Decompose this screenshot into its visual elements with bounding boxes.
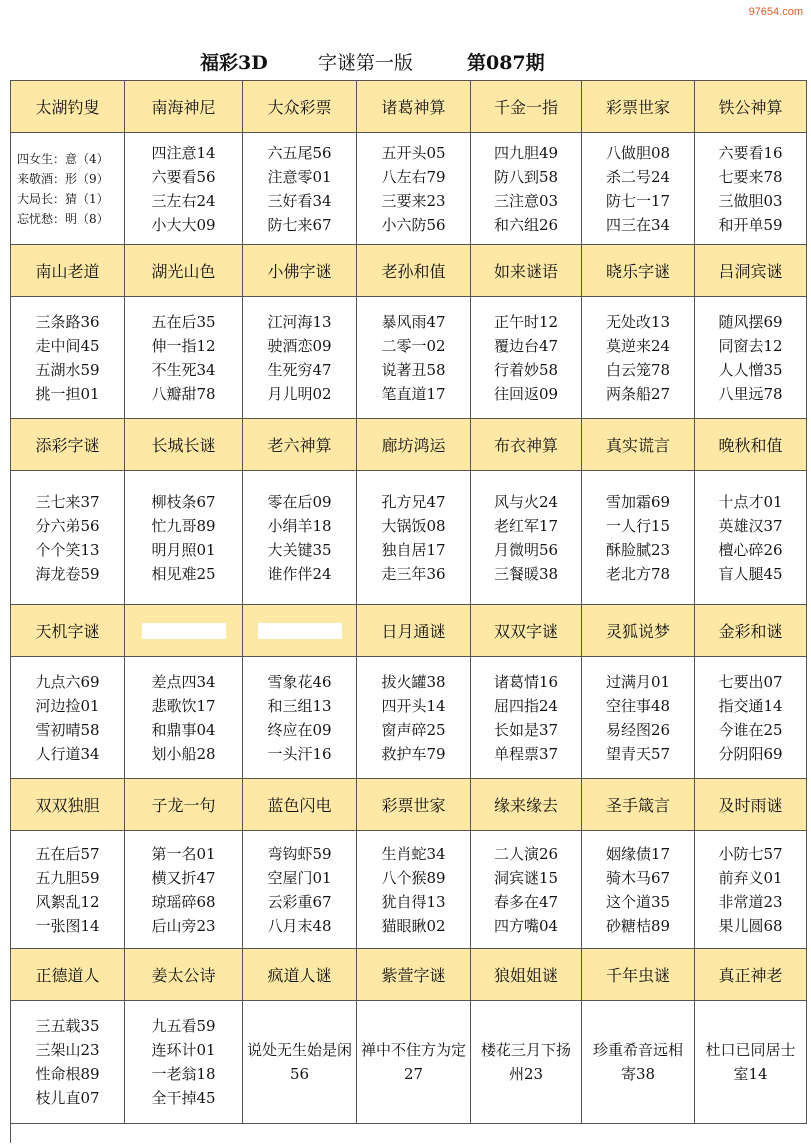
prediction-line: 三好看34	[267, 191, 332, 210]
prediction-line: 八做胆08	[605, 143, 671, 162]
source-title-cell	[125, 605, 243, 657]
prediction-cell	[11, 831, 125, 949]
prediction-line: 月微明56	[493, 540, 559, 559]
prediction-cell	[11, 133, 125, 245]
prediction-cell	[695, 471, 807, 605]
prediction-line: 望青天57	[605, 744, 671, 763]
source-title-cell	[357, 245, 471, 297]
prediction-line: 救护车79	[381, 744, 446, 763]
prediction-line: 挑一担01	[35, 384, 100, 403]
watermark: 97654.com	[748, 6, 803, 18]
source-title: 老六神算	[267, 436, 332, 455]
source-title-cell	[11, 605, 125, 657]
source-title: 紫萱字谜	[381, 966, 446, 985]
prediction-line: 九五看59	[151, 1017, 216, 1035]
prediction-line: 三要来23	[381, 191, 446, 210]
prediction-cell	[11, 471, 125, 605]
prediction-line: 檀心碎26	[718, 540, 783, 559]
source-title: 日月通谜	[381, 622, 446, 641]
source-title-cell	[357, 779, 471, 831]
prediction-line: 弯钩虾59	[267, 844, 332, 863]
prediction-cell	[243, 1001, 357, 1124]
prediction-line: 二零一02	[381, 336, 446, 355]
prediction-line: 大关键35	[267, 540, 332, 559]
prediction-cell	[695, 133, 807, 245]
prediction-line: 单程票37	[493, 744, 559, 763]
prediction-line: 今谁在25	[718, 720, 783, 739]
source-title: 子龙一句	[151, 796, 216, 815]
source-title: 太湖钓叟	[35, 98, 100, 117]
prediction-line: 骑木马67	[605, 868, 671, 887]
prediction-line: 五在后35	[151, 312, 216, 331]
prediction-line: 谁作伴24	[267, 564, 332, 583]
prediction-line: 覆边台47	[493, 336, 559, 355]
prediction-line: 八左右79	[381, 167, 446, 186]
header-issue: 第087期	[467, 52, 545, 74]
prediction-line: 独自居17	[381, 540, 446, 559]
prediction-line: 忘忧愁：明（8）	[17, 211, 109, 226]
source-title: 真正神老	[718, 966, 783, 985]
prediction-line: 无处改13	[605, 312, 671, 331]
prediction-line: 海龙卷59	[35, 564, 100, 583]
source-title: 真实谎言	[605, 436, 670, 455]
prediction-line: 走中间45	[35, 336, 100, 355]
prediction-line: 七要来78	[718, 167, 783, 186]
source-title-cell	[125, 949, 243, 1001]
source-title-cell	[695, 779, 807, 831]
source-title-cell	[11, 81, 125, 133]
prediction-cell	[582, 471, 695, 605]
source-title-cell	[471, 81, 582, 133]
prediction-line: 珍重希音远相寄38	[592, 1041, 683, 1083]
prediction-line: 月儿明02	[267, 384, 332, 403]
source-title-cell	[695, 949, 807, 1001]
prediction-line: 八里远78	[718, 384, 783, 403]
prediction-line: 三餐暖38	[493, 564, 559, 583]
prediction-line: 这个道35	[605, 892, 671, 911]
prediction-line: 防七一17	[605, 191, 671, 210]
source-title: 大众彩票	[267, 98, 332, 117]
prediction-cell	[582, 831, 695, 949]
prediction-line: 雪加霜69	[605, 492, 671, 511]
source-title-cell	[471, 949, 582, 1001]
source-title: 廊坊鸿运	[381, 436, 446, 455]
source-title: 彩票世家	[381, 796, 446, 815]
prediction-line: 说著丑58	[381, 360, 446, 379]
prediction-line: 一张图14	[35, 916, 100, 935]
prediction-line: 长如是37	[493, 720, 559, 739]
prediction-line: 不生死34	[151, 360, 216, 379]
prediction-line: 空屋门01	[267, 868, 332, 887]
source-title-cell	[582, 245, 695, 297]
prediction-cell	[357, 297, 471, 419]
source-title-cell	[11, 779, 125, 831]
prediction-line: 风与火24	[493, 492, 559, 511]
prediction-cell	[471, 297, 582, 419]
source-title: 如来谜语	[493, 262, 558, 281]
source-title: 湖光山色	[151, 262, 216, 281]
source-title-cell	[243, 245, 357, 297]
prediction-line: 八瓣甜78	[151, 384, 216, 403]
source-title: 天机字谜	[35, 622, 100, 641]
source-title-cell	[695, 245, 807, 297]
prediction-line: 悲歌饮17	[151, 696, 216, 715]
source-title: 吕洞宾谜	[718, 262, 783, 281]
source-title-cell	[471, 605, 582, 657]
prediction-line: 过满月01	[605, 672, 671, 691]
prediction-cell	[125, 657, 243, 779]
source-title: 添彩字谜	[35, 436, 100, 455]
prediction-cell	[357, 657, 471, 779]
prediction-line: 三架山23	[35, 1041, 100, 1059]
prediction-line: 和鼎事04	[151, 720, 216, 739]
prediction-line: 白云笼78	[605, 360, 671, 379]
source-title-cell	[357, 419, 471, 471]
source-title-cell	[582, 949, 695, 1001]
prediction-line: 相见难25	[151, 564, 216, 583]
prediction-cell	[125, 297, 243, 419]
redacted-title	[142, 623, 226, 639]
prediction-cell	[582, 133, 695, 245]
prediction-line: 三注意03	[493, 191, 559, 210]
prediction-line: 横又折47	[151, 868, 216, 887]
source-title-cell	[125, 81, 243, 133]
prediction-cell	[695, 1001, 807, 1124]
prediction-line: 非常道23	[718, 892, 783, 911]
prediction-line: 雪初晴58	[35, 720, 100, 739]
source-title: 长城长谜	[151, 436, 216, 455]
source-title: 铁公神算	[718, 98, 783, 117]
prediction-line: 拔火罐38	[381, 672, 446, 691]
source-title: 彩票世家	[605, 98, 670, 117]
prediction-line: 后山旁23	[151, 916, 216, 935]
prediction-line: 四三在34	[605, 215, 671, 234]
prediction-line: 往回返09	[493, 384, 559, 403]
prediction-line: 性命根89	[35, 1065, 100, 1083]
prediction-line: 琼瑶碎68	[151, 892, 216, 911]
source-title: 晚秋和值	[718, 436, 783, 455]
prediction-line: 四九胆49	[493, 143, 559, 162]
prediction-line: 来敬酒：形（9）	[17, 171, 109, 186]
prediction-line: 河边捡01	[35, 696, 100, 715]
header-edition: 字谜第一版	[318, 52, 414, 74]
source-title-cell	[695, 419, 807, 471]
prediction-line: 盲人腿45	[718, 564, 783, 583]
source-title-cell	[471, 419, 582, 471]
prediction-line: 三左右24	[151, 191, 216, 210]
source-title: 南海神尼	[151, 98, 216, 117]
source-title-cell	[695, 605, 807, 657]
prediction-cell	[582, 1001, 695, 1124]
source-title-cell	[11, 949, 125, 1001]
page-header	[0, 44, 811, 74]
prediction-line: 划小船28	[151, 744, 216, 763]
prediction-cell	[471, 1001, 582, 1124]
prediction-line: 全干掉45	[151, 1089, 216, 1107]
prediction-line: 正午时12	[493, 312, 559, 331]
prediction-line: 屈四指24	[493, 696, 559, 715]
prediction-line: 小绢羊18	[267, 516, 332, 535]
prediction-line: 一老翁18	[151, 1065, 216, 1083]
prediction-cell	[11, 657, 125, 779]
prediction-line: 大局长：猜（1）	[17, 191, 109, 206]
prediction-line: 三做胆03	[718, 191, 783, 210]
prediction-line: 人行道34	[35, 744, 100, 763]
prediction-cell	[125, 133, 243, 245]
source-title-cell	[243, 81, 357, 133]
source-title: 金彩和谜	[718, 622, 783, 641]
source-title-cell	[471, 245, 582, 297]
prediction-line: 八个猴89	[381, 868, 446, 887]
source-title-cell	[582, 605, 695, 657]
prediction-line: 莫逆来24	[605, 336, 671, 355]
prediction-line: 笔直道17	[381, 384, 446, 403]
prediction-cell	[243, 297, 357, 419]
source-title: 老孙和值	[381, 262, 446, 281]
prediction-cell	[471, 657, 582, 779]
prediction-line: 连环计01	[151, 1041, 216, 1059]
prediction-line: 春多在47	[493, 892, 559, 911]
prediction-cell	[695, 657, 807, 779]
source-title-cell	[357, 605, 471, 657]
prediction-line: 大锅饭08	[381, 516, 446, 535]
prediction-line: 小大大09	[151, 215, 216, 234]
prediction-line: 随风摆69	[718, 312, 783, 331]
prediction-line: 空往事48	[605, 696, 671, 715]
prediction-line: 楼花三月下扬州23	[480, 1041, 571, 1083]
prediction-line: 同窗去12	[718, 336, 783, 355]
source-title: 双双字谜	[493, 622, 558, 641]
prediction-line: 诸葛情16	[493, 672, 559, 691]
prediction-line: 柳枝条67	[151, 492, 216, 511]
prediction-line: 两条船27	[605, 384, 671, 403]
prediction-line: 六要看56	[151, 167, 216, 186]
prediction-line: 窗声碎25	[381, 720, 446, 739]
prediction-line: 个个笑13	[35, 540, 100, 559]
prediction-line: 第一名01	[151, 844, 216, 863]
prediction-cell	[125, 471, 243, 605]
prediction-line: 防八到58	[493, 167, 559, 186]
prediction-cell	[582, 657, 695, 779]
prediction-line: 雪象花46	[267, 672, 332, 691]
prediction-cell	[243, 657, 357, 779]
prediction-line: 三七来37	[35, 492, 100, 511]
prediction-line: 小防七57	[718, 844, 783, 863]
prediction-line: 五湖水59	[35, 360, 100, 379]
prediction-line: 果儿圆68	[718, 916, 783, 935]
prediction-cell	[357, 133, 471, 245]
source-title-cell	[11, 245, 125, 297]
prediction-line: 犹自得13	[381, 892, 446, 911]
prediction-line: 杀二号24	[605, 167, 671, 186]
prediction-line: 十点才01	[718, 492, 783, 511]
prediction-line: 九点六69	[35, 672, 100, 691]
prediction-line: 易经图26	[605, 720, 671, 739]
prediction-line: 终应在09	[267, 720, 332, 739]
prediction-line: 小六防56	[381, 215, 446, 234]
source-title: 小佛字谜	[267, 262, 332, 281]
prediction-line: 六要看16	[718, 143, 783, 162]
prediction-line: 二人演26	[493, 844, 559, 863]
prediction-line: 杜口已同居士室14	[705, 1041, 796, 1083]
source-title: 双双独胆	[35, 796, 100, 815]
prediction-line: 和六组26	[493, 215, 559, 234]
prediction-line: 人人憎35	[718, 360, 783, 379]
prediction-cell	[471, 831, 582, 949]
prediction-line: 明月照01	[151, 540, 216, 559]
prediction-line: 四方嘴04	[493, 916, 559, 935]
prediction-cell	[471, 133, 582, 245]
prediction-cell	[357, 1001, 471, 1124]
prediction-line: 和开单59	[718, 215, 783, 234]
prediction-line: 一人行15	[605, 516, 671, 535]
source-title-cell	[471, 779, 582, 831]
prediction-line: 猫眼瞅02	[381, 916, 446, 935]
source-title: 千金一指	[493, 98, 558, 117]
prediction-line: 一头汗16	[267, 744, 332, 763]
prediction-line: 五九胆59	[35, 868, 100, 887]
prediction-line: 六五尾56	[267, 143, 332, 162]
redacted-title	[258, 623, 342, 639]
prediction-cell	[243, 471, 357, 605]
prediction-line: 七要出07	[718, 672, 783, 691]
source-title: 千年虫谜	[605, 966, 670, 985]
prediction-line: 五开头05	[381, 143, 446, 162]
prediction-cell	[695, 297, 807, 419]
prediction-line: 分六弟56	[35, 516, 100, 535]
prediction-line: 洞宾谜15	[493, 868, 559, 887]
prediction-line: 枝儿直07	[35, 1089, 100, 1107]
source-title: 疯道人谜	[267, 966, 332, 985]
source-title: 晓乐字谜	[605, 262, 670, 281]
source-title-cell	[357, 949, 471, 1001]
prediction-line: 防七来67	[267, 215, 332, 234]
prediction-cell	[471, 471, 582, 605]
prediction-line: 酥脸腻23	[605, 540, 671, 559]
prediction-line: 云彩重67	[267, 892, 332, 911]
prediction-cell	[243, 831, 357, 949]
source-title-cell	[582, 779, 695, 831]
prediction-line: 老北方78	[605, 564, 671, 583]
source-title-cell	[582, 81, 695, 133]
source-title: 诸葛神算	[381, 98, 446, 117]
prediction-line: 姻缘债17	[605, 844, 671, 863]
prediction-line: 砂糖桔89	[605, 916, 671, 935]
source-title-cell	[243, 949, 357, 1001]
prediction-cell	[125, 831, 243, 949]
source-title-cell	[695, 81, 807, 133]
source-title-cell	[243, 419, 357, 471]
prediction-cell	[125, 1001, 243, 1124]
prediction-line: 行着妙58	[493, 360, 559, 379]
prediction-line: 三条路36	[35, 312, 100, 331]
prediction-line: 风絮乱12	[35, 892, 100, 911]
prediction-cell	[11, 1001, 125, 1124]
prediction-line: 差点四34	[151, 672, 216, 691]
source-title: 灵狐说梦	[605, 622, 670, 641]
prediction-line: 四开头14	[381, 696, 446, 715]
prediction-line: 老红军17	[493, 516, 559, 535]
source-title: 圣手箴言	[605, 796, 670, 815]
source-title: 姜太公诗	[151, 966, 216, 985]
source-title: 缘来缘去	[493, 796, 558, 815]
source-title-cell	[125, 419, 243, 471]
prediction-line: 零在后09	[267, 492, 332, 511]
prediction-line: 四女生：意（4）	[17, 151, 109, 166]
source-title: 正德道人	[35, 966, 100, 985]
prediction-line: 暴风雨47	[381, 312, 446, 331]
source-title: 蓝色闪电	[267, 796, 332, 815]
prediction-line: 孔方兄47	[381, 492, 446, 511]
prediction-cell	[357, 471, 471, 605]
prediction-line: 前弃义01	[718, 868, 783, 887]
prediction-line: 注意零01	[267, 167, 332, 186]
prediction-line: 生肖蛇34	[381, 844, 446, 863]
prediction-line: 走三年36	[381, 564, 446, 583]
prediction-line: 驶酒恋09	[267, 336, 332, 355]
source-title-cell	[243, 779, 357, 831]
prediction-cell	[582, 297, 695, 419]
prediction-line: 英雄汉37	[718, 516, 783, 535]
header-title: 福彩3D	[200, 52, 268, 74]
prediction-line: 五在后57	[35, 844, 100, 863]
source-title: 狼姐姐谜	[493, 966, 558, 985]
source-title-cell	[125, 245, 243, 297]
source-title-cell	[357, 81, 471, 133]
prediction-line: 伸一指12	[151, 336, 216, 355]
prediction-cell	[357, 831, 471, 949]
prediction-line: 八月末48	[267, 916, 332, 935]
prediction-line: 和三组13	[267, 696, 332, 715]
source-title-cell	[11, 419, 125, 471]
prediction-line: 说处无生始是闲56	[247, 1041, 353, 1083]
prediction-cell	[11, 297, 125, 419]
source-title: 及时雨谜	[718, 796, 783, 815]
prediction-cell	[243, 133, 357, 245]
riddle-table	[10, 80, 807, 1143]
prediction-line: 忙九哥89	[151, 516, 216, 535]
prediction-line: 分阴阳69	[718, 744, 783, 763]
prediction-line: 生死穷47	[267, 360, 332, 379]
prediction-line: 四注意14	[151, 143, 216, 162]
source-title: 南山老道	[35, 262, 100, 281]
prediction-line: 江河海13	[267, 312, 332, 331]
prediction-cell	[695, 831, 807, 949]
source-title: 布衣神算	[493, 436, 558, 455]
prediction-line: 三五载35	[35, 1017, 100, 1035]
prediction-line: 禅中不住方为定27	[361, 1041, 467, 1083]
prediction-line: 指交通14	[718, 696, 783, 715]
source-title-cell	[243, 605, 357, 657]
source-title-cell	[125, 779, 243, 831]
source-title-cell	[582, 419, 695, 471]
